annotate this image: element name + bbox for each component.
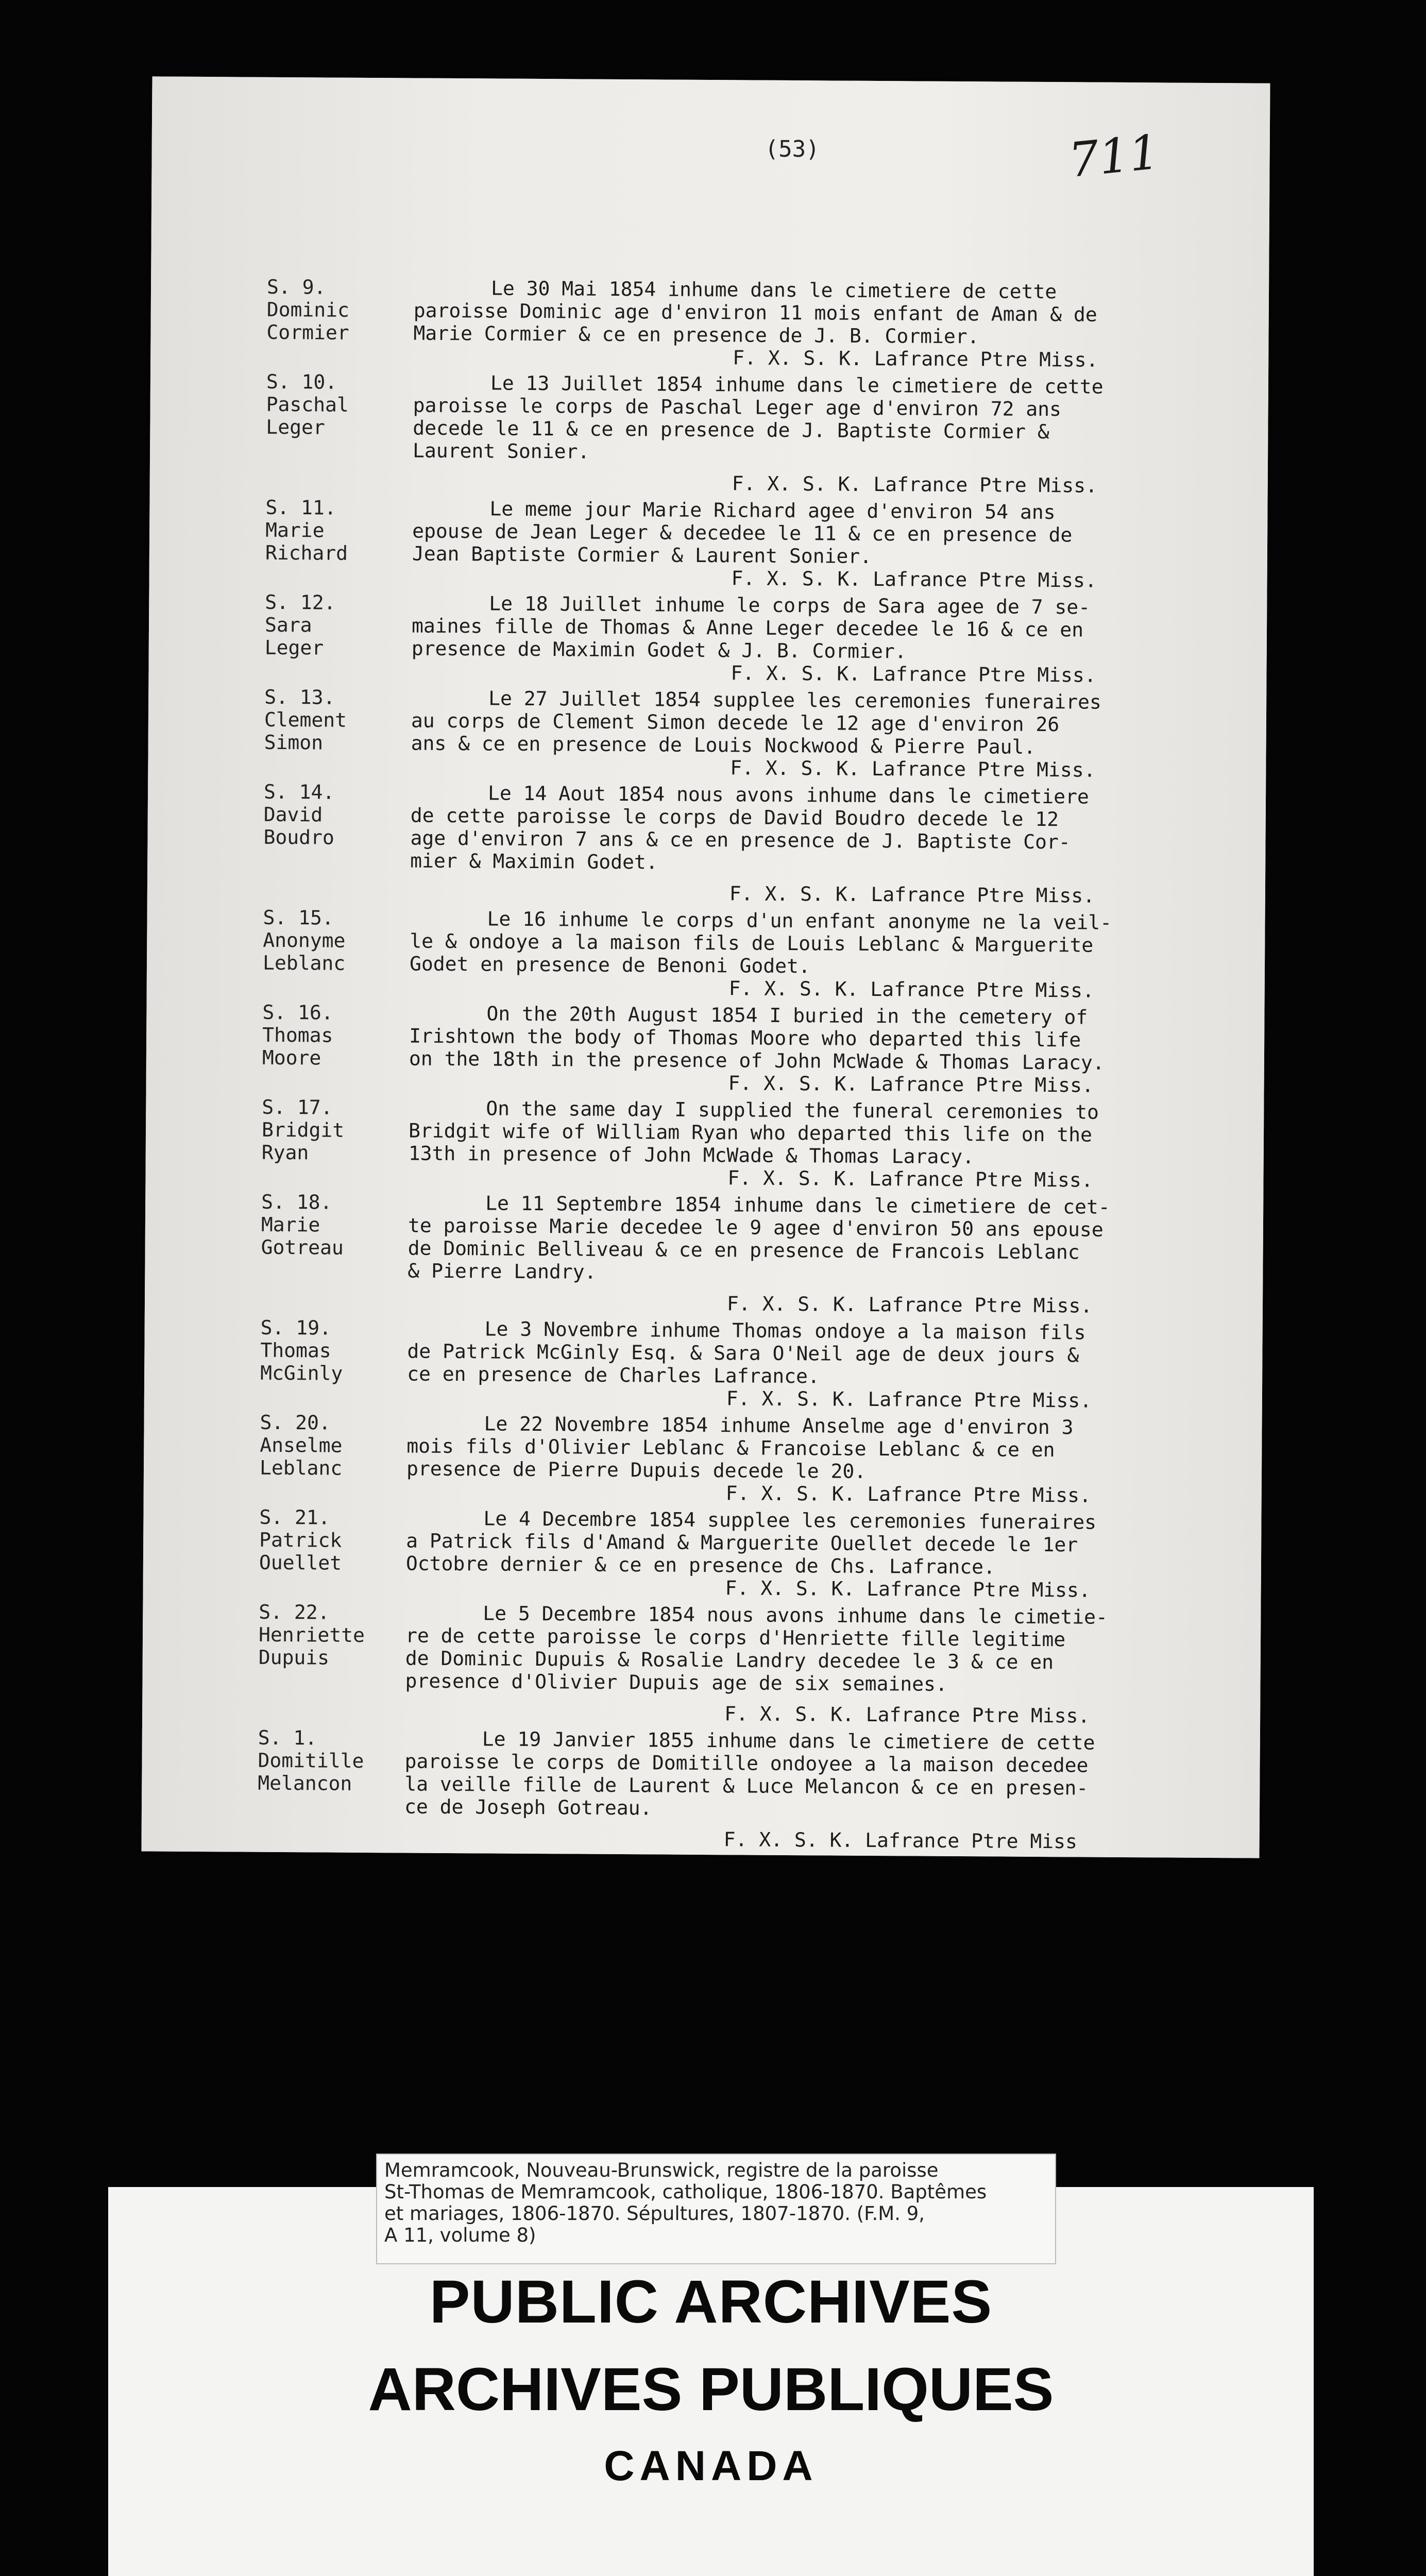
priest-signature: F. X. S. K. Lafrance Ptre Miss. [727,1166,1093,1192]
entry-text [413,277,1217,350]
margin-note-line: Clement [264,708,347,732]
entry-line: Marie Cormier & ce en presence de J. B. Cormier. [413,321,979,348]
margin-note-line: Henriette [258,1623,365,1647]
burial-entry [144,1505,1262,1602]
margin-note-line: Bridgit [261,1118,345,1142]
entry-line: On the 20th August 1854 I buried in the cemetery of [486,1002,1088,1029]
margin-note-line: S. 18. [261,1190,332,1214]
margin-note-line: Moore [262,1046,321,1070]
margin-note [261,1191,416,1260]
entry-line: de Patrick McGinly Esq. & Sara O'Neil age de deux jours & [407,1340,1079,1367]
entry-line: presence de Pierre Dupuis decede le 20. [406,1457,867,1483]
entry-line: paroisse Dominic age d'environ 11 mois enfant de Aman & de [413,299,1097,326]
archive-label-line: Memramcook, Nouveau-Brunswick, registre de la paroisse [384,2159,939,2181]
priest-signature: F. X. S. K. Lafrance Ptre Miss. [731,567,1097,592]
margin-note-line: McGinly [260,1361,343,1385]
margin-note-line: S. 11. [265,496,336,519]
entry-line: presence d'Olivier Dupuis age de six semaines. [405,1669,948,1696]
archive-label-line: et mariages, 1806-1870. Sépultures, 1807-1870. (F.M. 9, [384,2202,925,2225]
priest-signature: F. X. S. K. Lafrance Ptre Miss. [726,1387,1092,1412]
margin-note [259,1506,414,1575]
burial-entry [151,275,1269,371]
margin-note-line: Boudro [263,825,334,849]
margin-note [265,591,420,660]
entry-line: & Pierre Landry. [408,1259,597,1283]
entry-line: Le 22 Novembre 1854 inhume Anselme age d'environ 3 [484,1412,1074,1439]
margin-note [263,781,418,850]
margin-note-line: S. 19. [260,1316,332,1340]
entry-line: Le 16 inhume le corps d'un enfant anonyme ne la veil- [487,907,1112,934]
margin-note [260,1411,415,1480]
priest-signature: F. X. S. K. Lafrance Ptre Miss. [724,1702,1090,1727]
margin-note-line: Patrick [259,1528,342,1552]
entry-line: Le 30 Mai 1854 inhume dans le cimetiere de cette [490,277,1057,303]
priest-signature: F. X. S. K. Lafrance Ptre Miss. [731,662,1096,687]
entry-line: la veille fille de Laurent & Luce Melancon & ce en presen- [404,1772,1089,1800]
margin-note [262,1096,417,1165]
burial-entry [142,1725,1260,1853]
entry-text [412,592,1216,665]
entry-line: Le meme jour Marie Richard agee d'environ 54 ans [489,497,1056,524]
entry-text [410,781,1214,877]
entry-line: Godet en presence de Benoni Godet. [409,952,811,978]
handwritten-folio-number: 711 [1066,124,1162,189]
margin-note-line: Leger [266,415,325,439]
stamp-archives-publiques: ARCHIVES PUBLIQUES [368,2355,1054,2424]
entry-line: Laurent Sonier. [412,439,590,463]
burial-entry [143,1600,1261,1727]
entry-text [406,1412,1211,1485]
margin-note-line: Gotreau [261,1235,344,1259]
margin-note-line: Sara [264,613,312,637]
register-page [141,76,1270,1858]
margin-note-line: Melancon [258,1771,352,1795]
entry-line: Le 3 Novembre inhume Thomas ondoye a la maison fils [484,1317,1086,1344]
priest-signature: F. X. S. K. Lafrance Ptre Miss. [730,756,1096,782]
entry-line: Jean Baptiste Cormier & Laurent Sonier. [412,542,872,568]
entry-text [404,1727,1209,1823]
margin-note-line: S. 21. [259,1505,330,1529]
margin-note-line: S. 16. [262,1001,333,1024]
entry-line: mois fils d'Olivier Leblanc & Francoise Leblanc & ce en [406,1434,1055,1462]
entry-line: Irishtown the body of Thomas Moore who departed this life [409,1024,1081,1052]
margin-note-line: Dupuis [258,1646,330,1669]
margin-note-line: S. 1. [258,1726,317,1750]
margin-note [258,1726,413,1795]
margin-note [259,1601,414,1670]
priest-signature: F. X. S. K. Lafrance Ptre Miss. [726,1292,1093,1317]
margin-note [263,906,418,975]
margin-note-line: S. 10. [266,370,337,394]
margin-note [264,686,419,755]
margin-note-line: Marie [265,518,325,542]
burial-entry [148,685,1266,782]
priest-signature: F. X. S. K. Lafrance Ptre Miss. [725,1577,1091,1602]
margin-note-line: Leger [264,636,324,659]
burial-entry [147,1000,1265,1097]
entry-line: ce de Joseph Gotreau. [404,1795,652,1820]
burial-entry [145,1315,1263,1412]
margin-note-line: Cormier [266,320,349,344]
margin-note-line: S. 17. [262,1095,333,1119]
priest-signature: F. X. S. K. Lafrance Ptre Miss [723,1828,1078,1853]
entry-line: de Dominic Dupuis & Rosalie Landry decedee le 3 & ce en [405,1647,1054,1674]
entry-line: a Patrick fils d'Amand & Marguerite Ouellet decede le 1er [406,1529,1078,1556]
margin-note-line: S. 12. [265,590,336,614]
margin-note-line: Dominic [266,298,350,321]
entry-line: ans & ce en presence de Louis Nockwood & Pierre Paul. [411,732,1036,758]
margin-note [266,276,421,345]
entry-text [406,1506,1210,1580]
stamp-public-archives: PUBLIC ARCHIVES [429,2268,993,2336]
entry-line: paroisse le corps de Paschal Leger age d'environ 72 ans [413,394,1062,421]
entry-line: Le 5 Decembre 1854 nous avons inhume dans le cimetie- [483,1602,1108,1629]
entry-line: 13th in presence of John McWade & Thomas Laracy. [408,1142,975,1168]
burial-entry [150,369,1268,497]
entry-line: te paroisse Marie decedee le 9 agee d'environ 50 ans epouse [408,1214,1104,1241]
entry-line: age d'environ 7 ans & ce en presence de J. Baptiste Cor- [410,826,1071,854]
entry-line: Octobre dernier & ce en presence de Chs. Lafrance. [405,1552,995,1579]
entry-text [411,686,1215,759]
margin-note-line: S. 14. [263,780,335,804]
margin-note-line: Leblanc [262,951,346,975]
archive-label-line: St-Thomas de Memramcook, catholique, 1806-1870. Baptêmes [384,2181,987,2203]
margin-note-line: S. 13. [264,685,335,709]
margin-note-line: David [263,803,323,826]
entry-text [410,907,1214,980]
entry-line: mier & Maximin Godet. [410,849,658,874]
entry-text [408,1191,1212,1287]
margin-note-line: Anselme [260,1433,343,1457]
archive-label [376,2154,1056,2264]
entry-text [409,1096,1213,1170]
margin-note [265,496,420,565]
burial-entry [150,495,1268,592]
priest-signature: F. X. S. K. Lafrance Ptre Miss. [729,882,1095,907]
margin-note-line: S. 20. [260,1411,331,1434]
margin-note-line: S. 9. [266,275,326,299]
margin-note-line: Ryan [261,1141,309,1164]
burial-entry [148,779,1266,907]
stamp-canada: CANADA [604,2443,818,2489]
margin-note-line: S. 22. [259,1600,330,1624]
entry-text [413,371,1217,467]
entry-text [412,497,1216,570]
archive-label-line: A 11, volume 8) [384,2224,536,2246]
margin-note-line: Richard [265,541,348,565]
entry-line: presence de Maximin Godet & J. B. Cormier. [411,637,907,663]
margin-note-line: Ouellet [259,1551,342,1574]
burial-entry [149,590,1267,687]
entry-line: on the 18th in the presence of John McWade & Thomas Laracy. [409,1047,1105,1074]
burial-entry [144,1410,1262,1507]
priest-signature: F. X. S. K. Lafrance Ptre Miss. [732,472,1098,497]
entry-line: maines fille de Thomas & Anne Leger decedee le 16 & ce en [411,614,1084,641]
priest-signature: F. X. S. K. Lafrance Ptre Miss. [728,977,1095,1002]
margin-note-line: Marie [261,1213,320,1236]
entry-line: le & ondoye a la maison fils de Louis Leblanc & Marguerite [410,929,1094,957]
entry-line: paroisse le corps de Domitille ondoyee a la maison decedee [404,1750,1089,1777]
priest-signature: F. X. S. K. Lafrance Ptre Miss. [728,1072,1094,1097]
margin-note-line: Paschal [266,393,349,416]
entry-line: Le 11 Septembre 1854 inhume dans le cimetiere de cet- [485,1192,1110,1218]
entry-line: Le 18 Juillet inhume le corps de Sara agee de 7 se- [489,592,1091,619]
entry-line: Le 4 Decembre 1854 supplee les ceremonies funeraires [483,1507,1097,1534]
margin-note-line: Simon [264,731,324,754]
burial-entry [145,1190,1263,1317]
margin-note [262,1001,417,1070]
entry-line: de Dominic Belliveau & ce en presence de Francois Leblanc [408,1236,1080,1264]
entry-text [407,1317,1211,1390]
entry-line: Le 13 Juillet 1854 inhume dans le cimetiere de cette [490,371,1104,398]
margin-note [260,1316,415,1385]
margin-note [266,370,421,439]
entry-line: decede le 11 & ce en presence de J. Baptiste Cormier & [413,416,1049,444]
entry-line: au corps de Clement Simon decede le 12 age d'environ 26 [411,709,1060,736]
entry-line: Le 19 Janvier 1855 inhume dans le cimetiere de cette [482,1727,1095,1754]
priest-signature: F. X. S. K. Lafrance Ptre Miss. [733,346,1098,371]
entry-line: Bridgit wife of William Ryan who departed this life on the [408,1119,1093,1146]
margin-note-line: Thomas [262,1023,333,1047]
margin-note-line: Thomas [260,1338,331,1362]
entry-line: Le 14 Aout 1854 nous avons inhume dans le cimetiere [487,782,1089,808]
entry-line: de cette paroisse le corps de David Boudro decede le 12 [410,804,1059,831]
entry-line: ce en presence de Charles Lafrance. [407,1362,820,1388]
margin-note-line: Leblanc [259,1456,343,1480]
margin-note-line: S. 15. [263,906,334,929]
entry-line: On the same day I supplied the funeral ceremonies to [486,1097,1099,1124]
margin-note-line: Anonyme [263,928,346,952]
priest-signature: F. X. S. K. Lafrance Ptre Miss. [725,1482,1092,1507]
burial-entry [146,1095,1264,1192]
burial-entry [147,905,1265,1002]
page-number: (53) [765,135,820,163]
entry-text [405,1601,1209,1697]
entry-text [409,1002,1213,1075]
entry-line: Le 27 Juillet 1854 supplee les ceremonies funeraires [488,687,1101,714]
entry-line: re de cette paroisse le corps d'Henriette fille legitime [405,1624,1066,1651]
entry-line: epouse de Jean Leger & decedee le 11 & ce en presence de [412,519,1073,547]
margin-note-line: Domitille [258,1749,364,1772]
